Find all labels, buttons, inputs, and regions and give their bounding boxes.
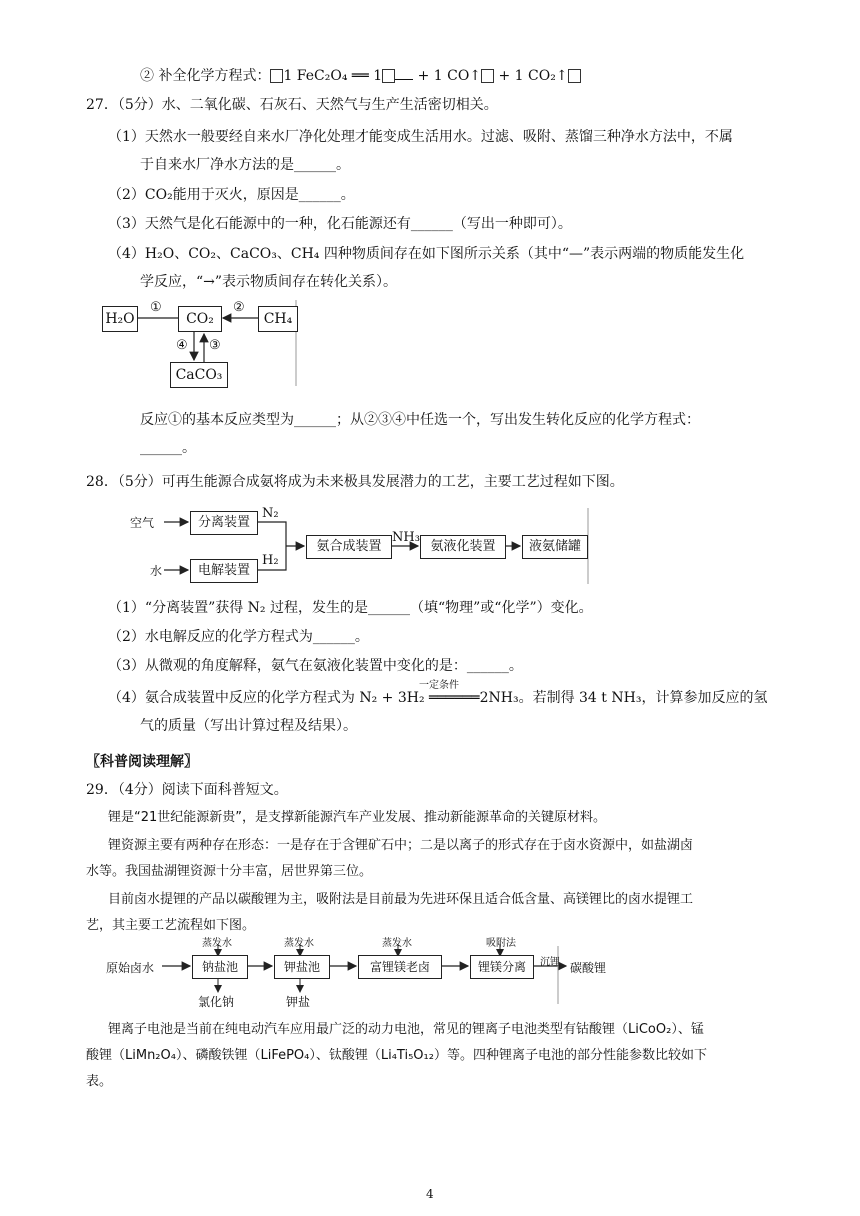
liquefaction-box: 氨液化装置: [420, 535, 506, 559]
q27-part3: （3）天然气是化石能源中的一种，化石能源还有______（写出一种即可）。: [108, 216, 572, 232]
q28-title: 28．（5分）可再生能源合成氨将成为未来极具发展潜力的工艺，主要工艺过程如下图。: [86, 474, 624, 490]
raw-brine-label: 原始卤水: [106, 961, 155, 975]
q28-part3: （3）从微观的角度解释，氨气在氨液化装置中变化的是：______。: [108, 658, 523, 674]
label-1: ①: [150, 300, 162, 315]
h2-label: H₂: [262, 553, 279, 568]
product-label: 碳酸锂: [570, 961, 607, 975]
q29-para1: 锂是“21世纪能源新贵”，是支撑新能源汽车产业发展、推动新能源革命的关键原材料。: [108, 810, 607, 825]
evap-label-2: 蒸发水: [284, 938, 314, 949]
evap-label-3: 蒸发水: [382, 938, 412, 949]
co2-box: CO₂: [178, 306, 222, 332]
q27-part1-line1: （1）天然水一般要经自来水厂净化处理才能变成生活用水。过滤、吸附、蒸馏三种净水方法中，不属: [108, 129, 733, 145]
reaction-condition: 一定条件: [419, 680, 459, 691]
q29-para2-line1: 锂资源主要有两种存在形态：一是存在于含锂矿石中；二是以离子的形式存在于卤水资源中，如盐湖卤: [108, 838, 694, 853]
q28-part4-line2: 气的质量（写出计算过程及结果）。: [140, 718, 357, 734]
sodium-pool-box: 钠盐池: [192, 955, 248, 979]
page-number: 4: [426, 1187, 434, 1201]
section-heading: 〖科普阅读理解〗: [86, 754, 198, 770]
q29-para3-line1: 目前卤水提锂的产品以碳酸锂为主，吸附法是目前最为先进环保且适合低含量、高镁锂比的卤水提锂工: [108, 892, 694, 907]
q27-title: 27．（5分）水、二氧化碳、石灰石、天然气与生产生活密切相关。: [86, 97, 498, 113]
nh3-label: NH₃: [392, 530, 420, 545]
q27-part4-line2: 学反应，“→”表示物质间存在转化关系）。: [140, 274, 398, 290]
q28-part4-line1: （4）氨合成装置中反应的化学方程式为 N₂ + 3H₂ ══════2NH₃。若制得 34 t NH₃，计算参加反应的氢: [108, 690, 768, 706]
precipitation-label: 沉锂: [540, 957, 560, 968]
water-label: 水: [150, 564, 163, 578]
q29-para2-line2: 水等。我国盐湖锂资源十分丰富，居世界第三位。: [86, 864, 373, 879]
label-2: ②: [233, 300, 245, 315]
q27-part1-line2: 于自来水厂净水方法的是______。: [140, 157, 350, 173]
q29-para3-line2: 艺，其主要工艺流程如下图。: [86, 918, 256, 933]
label-4: ④: [176, 338, 188, 353]
air-label: 空气: [130, 516, 155, 530]
q27-answer-line1: 反应①的基本反应类型为______；从②③④中任选一个，写出发生转化反应的化学方程式：: [140, 412, 700, 428]
q27-answer-line2: ______。: [140, 440, 196, 456]
q27-part2: （2）CO₂能用于灭火，原因是______。: [108, 187, 355, 203]
q29-title: 29．（4分）阅读下面科普短文。: [86, 782, 288, 798]
q29-para4-line3: 表。: [86, 1074, 113, 1089]
n2-label: N₂: [262, 506, 279, 521]
h2o-box: H₂O: [102, 306, 138, 332]
separation-box: 锂镁分离: [470, 955, 534, 979]
adsorption-label: 吸附法: [486, 938, 516, 949]
q28-part1: （1）“分离装置”获得 N₂ 过程，发生的是______（填“物理”或“化学”）变化。: [108, 600, 593, 616]
nacl-label: 氯化钠: [198, 995, 235, 1009]
evap-label-1: 蒸发水: [202, 938, 232, 949]
synthesis-box: 氨合成装置: [306, 535, 392, 559]
separation-box: 分离装置: [190, 511, 258, 535]
q29-para4-line2: 酸锂（LiMn₂O₄）、磷酸铁锂（LiFePO₄）、钛酸锂（Li₄Ti₅O₁₂）等。四种锂离子电池的部分性能参数比较如下: [86, 1048, 707, 1063]
q28-part2: （2）水电解反应的化学方程式为______。: [108, 629, 369, 645]
q29-para4-line1: 锂离子电池是当前在纯电动汽车应用最广泛的动力电池，常见的锂离子电池类型有钴酸锂（LiCoO₂）、锰: [108, 1022, 704, 1037]
electrolysis-box: 电解装置: [190, 559, 258, 583]
potassium-pool-box: 钾盐池: [274, 955, 330, 979]
label-3: ③: [209, 338, 221, 353]
brine-box: 富锂镁老卤: [358, 955, 442, 979]
ch4-box: CH₄: [258, 306, 298, 332]
caco3-box: CaCO₃: [170, 362, 228, 388]
q27-part4-line1: （4）H₂O、CO₂、CaCO₃、CH₄ 四种物质间存在如下图所示关系（其中“—”表示两端的物质能发生化: [108, 246, 745, 262]
q26-equation: ② 补全化学方程式： 1 FeC₂O₄ ══ 1 + 1 CO↑ + 1 CO₂↑: [140, 66, 581, 86]
ksalt-label: 钾盐: [286, 995, 311, 1009]
storage-box: 液氨储罐: [522, 535, 588, 559]
